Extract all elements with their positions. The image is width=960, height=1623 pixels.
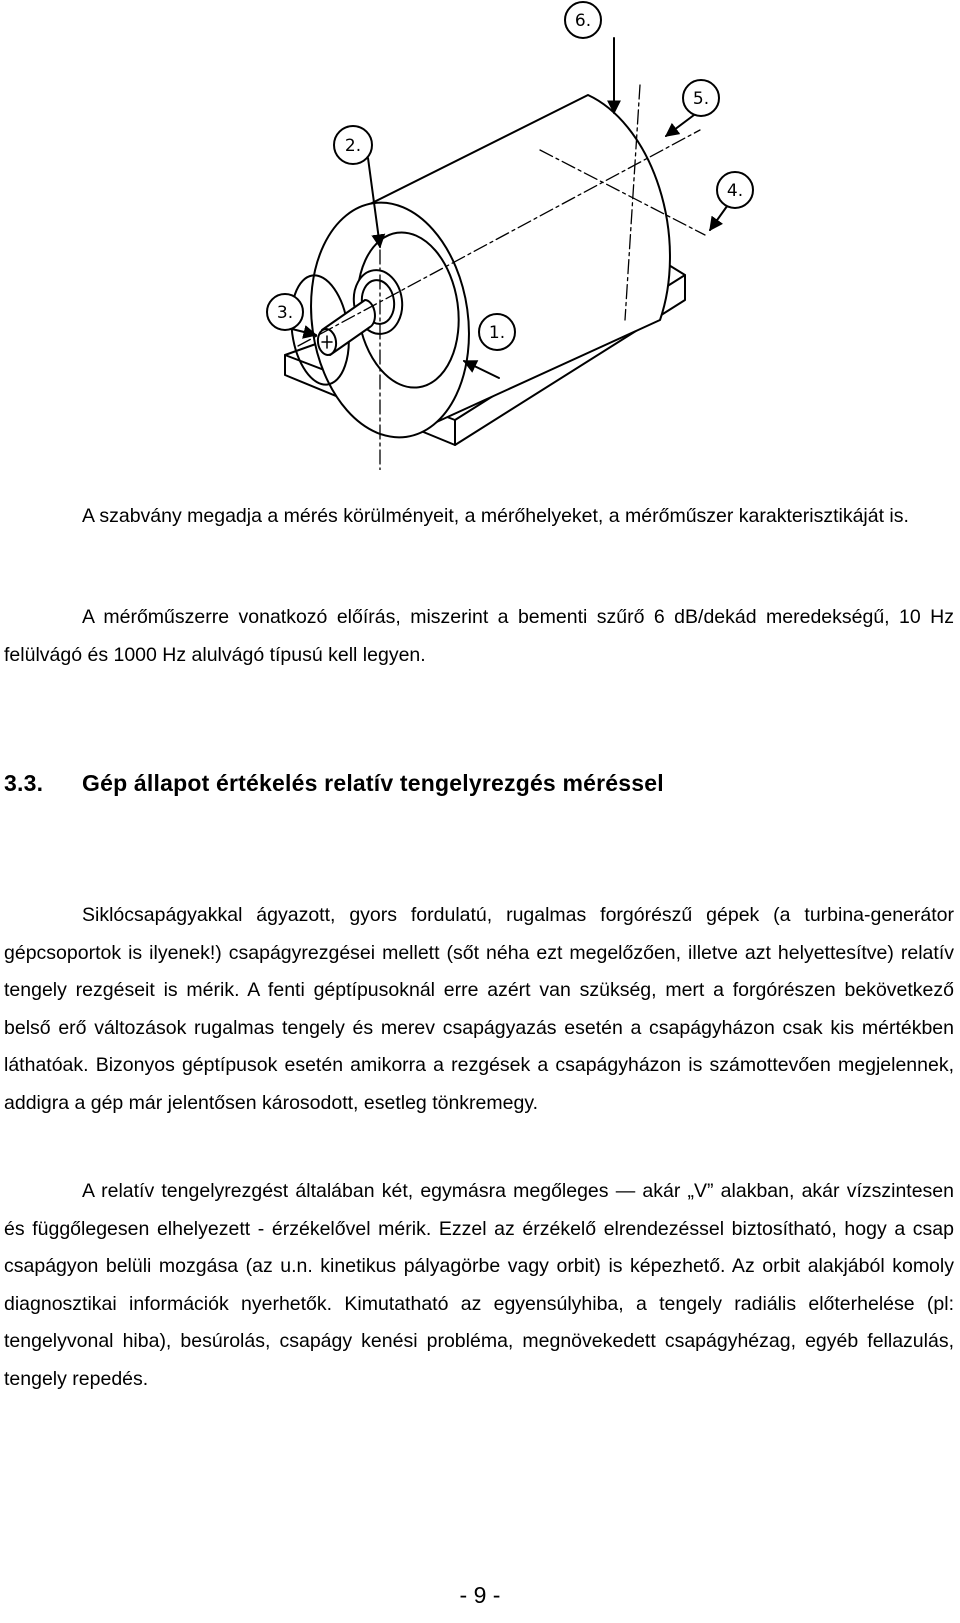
paragraph-relative-vibration: A relatív tengelyrezgést általában két, egymásra megőleges — akár „V” alakban, akár vízszintesen és függőlegesen elhelyezett - érzékelővel mérik. Ezzel az érzékelő elrendezéssel biztosítható, hogy a csap csapágyon belüli mozgása (az u.n. kinetikus pályagörbe vagy orbit) is képezhető. Az orbit alakjából komoly diagnosztikai információk nyerhetők. Kimutatható az egyensúlyhiba, a tengely radiális előterhelése (pl: tengelyvonal hiba), besúrolás, csapágy kenési probléma, megnövekedett csapágyhézag, egyéb fellazulás, tengely repedés. <box>4 1180 954 1390</box>
motor-measurement-points-figure <box>0 0 960 470</box>
section-title: Gép állapot értékelés relatív tengelyrezgés méréssel <box>82 770 664 796</box>
section-number: 3.3. <box>4 770 44 796</box>
page-number: - 9 - <box>459 1582 501 1608</box>
callout-4 <box>717 172 753 208</box>
callout-2 <box>334 126 372 164</box>
callout-1 <box>479 314 515 350</box>
callout-label: 1. <box>488 323 506 343</box>
paragraph-standard: A szabvány megadja a mérés körülményeit, a mérőhelyeket, a mérőműszer karakterisztikáját is. <box>82 505 909 527</box>
section-heading <box>4 770 664 797</box>
callout-6 <box>565 2 601 38</box>
paragraph-instrument: A mérőműszerre vonatkozó előírás, miszerint a bementi szűrő 6 dB/dekád meredekségű, 10 Hz felülvágó és 1000 Hz alulvágó típusú kell legyen. <box>4 606 954 666</box>
callout-label: 3. <box>276 303 294 323</box>
callout-3 <box>267 294 303 330</box>
callout-label: 5. <box>692 89 710 109</box>
callout-label: 2. <box>344 136 362 156</box>
callout-5 <box>683 80 719 116</box>
callout-label: 4. <box>726 181 744 201</box>
paragraph-shaft-vibration: Siklócsapágyakkal ágyazott, gyors fordulatú, rugalmas forgórészű gépek (a turbina-generátor gépcsoportok is ilyenek!) csapágyrezgései mellett (sőt néha ezt megelőzően, illetve azt helyettesítve) relatív tengely rezgéseit is mérik. A fenti géptípusoknál erre azért van szükség, mert a forgórészen bekövetkező belső erő változások rugalmas tengely és merev csapágyazás esetén a csapágyházon csak kis mértékben láthatóak. Bizonyos géptípusok esetén amikorra a rezgések a csapágyházon is számottevően megjelennek, addigra a gép már jelentősen károsodott, esetleg tönkremegy. <box>4 904 954 1114</box>
callout-label: 6. <box>574 11 592 31</box>
